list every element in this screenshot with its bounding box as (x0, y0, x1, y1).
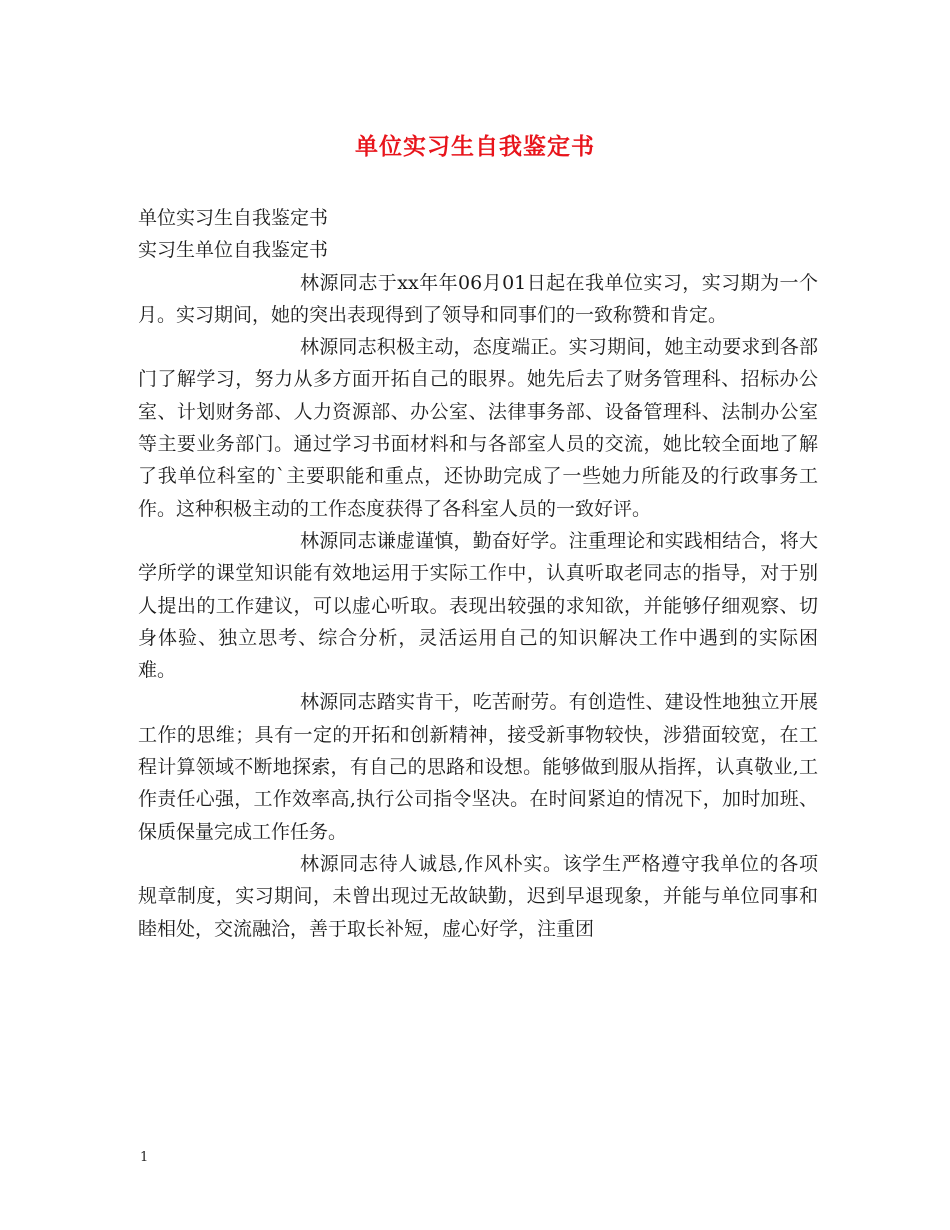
paragraph: 林源同志于xx年年06月01日起在我单位实习，实习期为一个月。实习期间，她的突出表现得到了领导和同事们的一致称赞和肯定。 (138, 271, 818, 326)
document-body (138, 202, 818, 945)
paragraph: 林源同志待人诚恳,作风朴实。该学生严格遵守我单位的各项规章制度，实习期间，未曾出现过无故缺勤，迟到早退现象，并能与单位同事和睦相处，交流融洽，善于取长补短，虚心好学，注重团 (138, 852, 818, 940)
page-number: 1 (140, 1150, 149, 1165)
subheading: 单位实习生自我鉴定书 (138, 207, 329, 229)
paragraph: 林源同志积极主动，态度端正。实习期间，她主动要求到各部门了解学习，努力从多方面开拓自己的眼界。她先后去了财务管理科、招标办公室、计划财务部、人力资源部、办公室、法律事务部、设备管理科、法制办公室等主要业务部门。通过学习书面材料和与各部室人员的交流，她比较全面地了解了我单位科室的`主要职能和重点，还协助完成了一些她力所能及的行政事务工作。这种积极主动的工作态度获得了各科室人员的一致好评。 (138, 336, 818, 520)
subheading: 实习生单位自我鉴定书 (138, 239, 329, 262)
paragraph: 林源同志踏实肯干，吃苦耐劳。有创造性、建设性地独立开展工作的思维；具有一定的开拓和创新精神，接受新事物较快，涉猎面较宽，在工程计算领域不断地探索，有自己的思路和设想。能够做到服从指挥，认真敬业,工作责任心强，工作效率高,执行公司指令坚决。在时间紧迫的情况下，加时加班、保质保量完成工作任务。 (138, 691, 818, 843)
document-title: 单位实习生自我鉴定书 (355, 133, 595, 160)
paragraph: 林源同志谦虚谨慎，勤奋好学。注重理论和实践相结合，将大学所学的课堂知识能有效地运用于实际工作中，认真听取老同志的指导，对于别人提出的工作建议，可以虚心听取。表现出较强的求知欲，并能够仔细观察、切身体验、独立思考、综合分析，灵活运用自己的知识解决工作中遇到的实际困难。 (138, 529, 818, 682)
